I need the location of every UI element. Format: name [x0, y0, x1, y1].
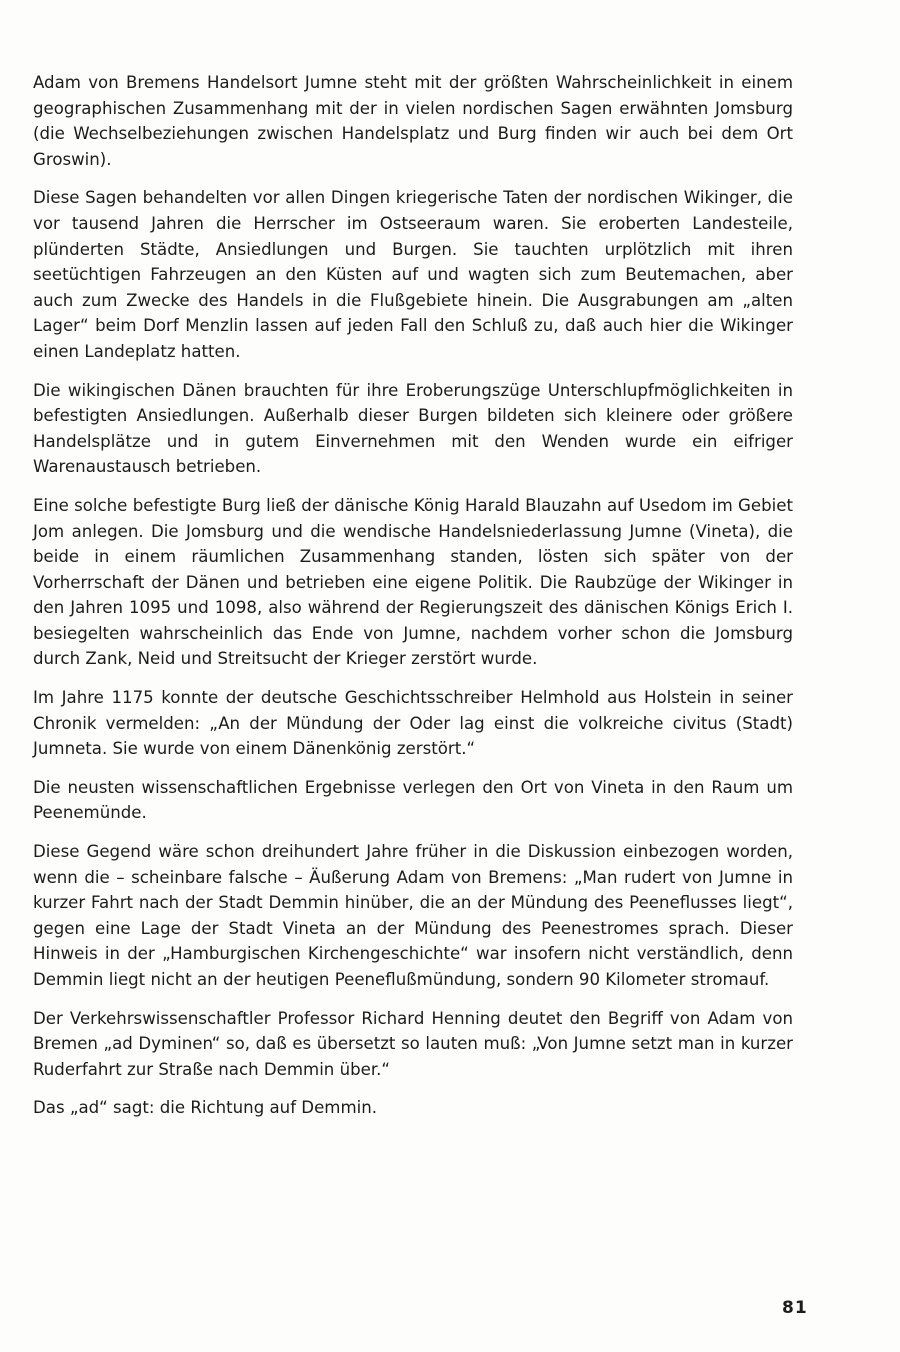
paragraph-1: Adam von Bremens Handelsort Jumne steht mit der größten Wahrscheinlichkeit in einem geographischen Zusammenhang mit der in vielen nordischen Sagen erwähnten Jomsburg (die Wechselbeziehungen zwischen Handelsplatz und Burg finden wir auch bei dem Ort Groswin). — [33, 73, 793, 169]
paragraph-7: Diese Gegend wäre schon dreihundert Jahre früher in die Diskussion einbezogen worden, wenn die – scheinbare falsche – Äußerung Adam von Bremens: „Man rudert von Jumne in kurzer Fahrt nach der Stadt Demmin hinüber, die an der Mündung des Peeneflusses liegt“, gegen eine Lage der Stadt Vineta an der Mündung des Peenestromes sprach. Dieser Hinweis in der „Hamburgischen Kirchengeschichte“ war insofern nicht verständlich, denn Demmin liegt nicht an der heutigen Peeneflußmündung, sondern 90 Kilometer stromauf. — [33, 842, 793, 989]
paragraph-9: Das „ad“ sagt: die Richtung auf Demmin. — [33, 1098, 378, 1118]
paragraph-5: Im Jahre 1175 konnte der deutsche Geschichtsschreiber Helmhold aus Holstein in seiner Chronik vermelden: „An der Mündung der Oder lag einst die volkreiche civitus (Stadt) Jumneta. Sie wurde von einem Dänenkönig zerstört.“ — [33, 688, 793, 759]
paragraph-6: Die neusten wissenschaftlichen Ergebnisse verlegen den Ort von Vineta in den Raum um Peenemünde. — [33, 777, 793, 823]
page-number: 81 — [782, 1298, 808, 1318]
body-text — [33, 70, 793, 1134]
paragraph-2: Diese Sagen behandelten vor allen Dingen kriegerische Taten der nordischen Wikinger, die vor tausend Jahren die Herrscher im Ostseeraum waren. Sie eroberten Landesteile, plünderten Städte, Ansiedlungen und Burgen. Sie tauchten urplötzlich mit ihren seetüchtigen Fahrzeugen an den Küsten auf und wagten sich zum Beutemachen, aber auch zum Zwecke des Handels in die Flußgebiete hinein. Die Ausgrabungen am „alten Lager“ beim Dorf Menzlin lassen auf jeden Fall den Schluß zu, daß auch hier die Wikinger einen Landeplatz hatten. — [33, 188, 793, 361]
paragraph-4: Eine solche befestigte Burg ließ der dänische König Harald Blauzahn auf Usedom im Gebiet Jom anlegen. Die Jomsburg und die wendische Handelsniederlassung Jumne (Vineta), die beide in einem räumlichen Zusammenhang standen, lösten sich später von der Vorherrschaft der Dänen und betrieben eine eigene Politik. Die Raubzüge der Wikinger in den Jahren 1095 und 1098, also während der Regierungszeit des dänischen Königs Erich I. besiegelten wahrscheinlich das Ende von Jumne, nachdem vorher schon die Jomsburg durch Zank, Neid und Streitsucht der Krieger zerstört wurde. — [33, 495, 793, 669]
paragraph-3: Die wikingischen Dänen brauchten für ihre Eroberungszüge Unterschlupfmöglichkeiten in befestigten Ansiedlungen. Außerhalb dieser Burgen bildeten sich kleinere oder größere Handelsplätze und in gutem Einvernehmen mit den Wenden wurde ein eifriger Warenaustausch betrieben. — [33, 380, 793, 477]
paragraph-8: Der Verkehrswissenschaftler Professor Richard Henning deutet den Begriff von Adam von Bremen „ad Dyminen“ so, daß es übersetzt so lauten muß: „Von Jumne setzt man in kurzer Ruderfahrt zur Straße nach Demmin über.“ — [33, 1008, 793, 1079]
